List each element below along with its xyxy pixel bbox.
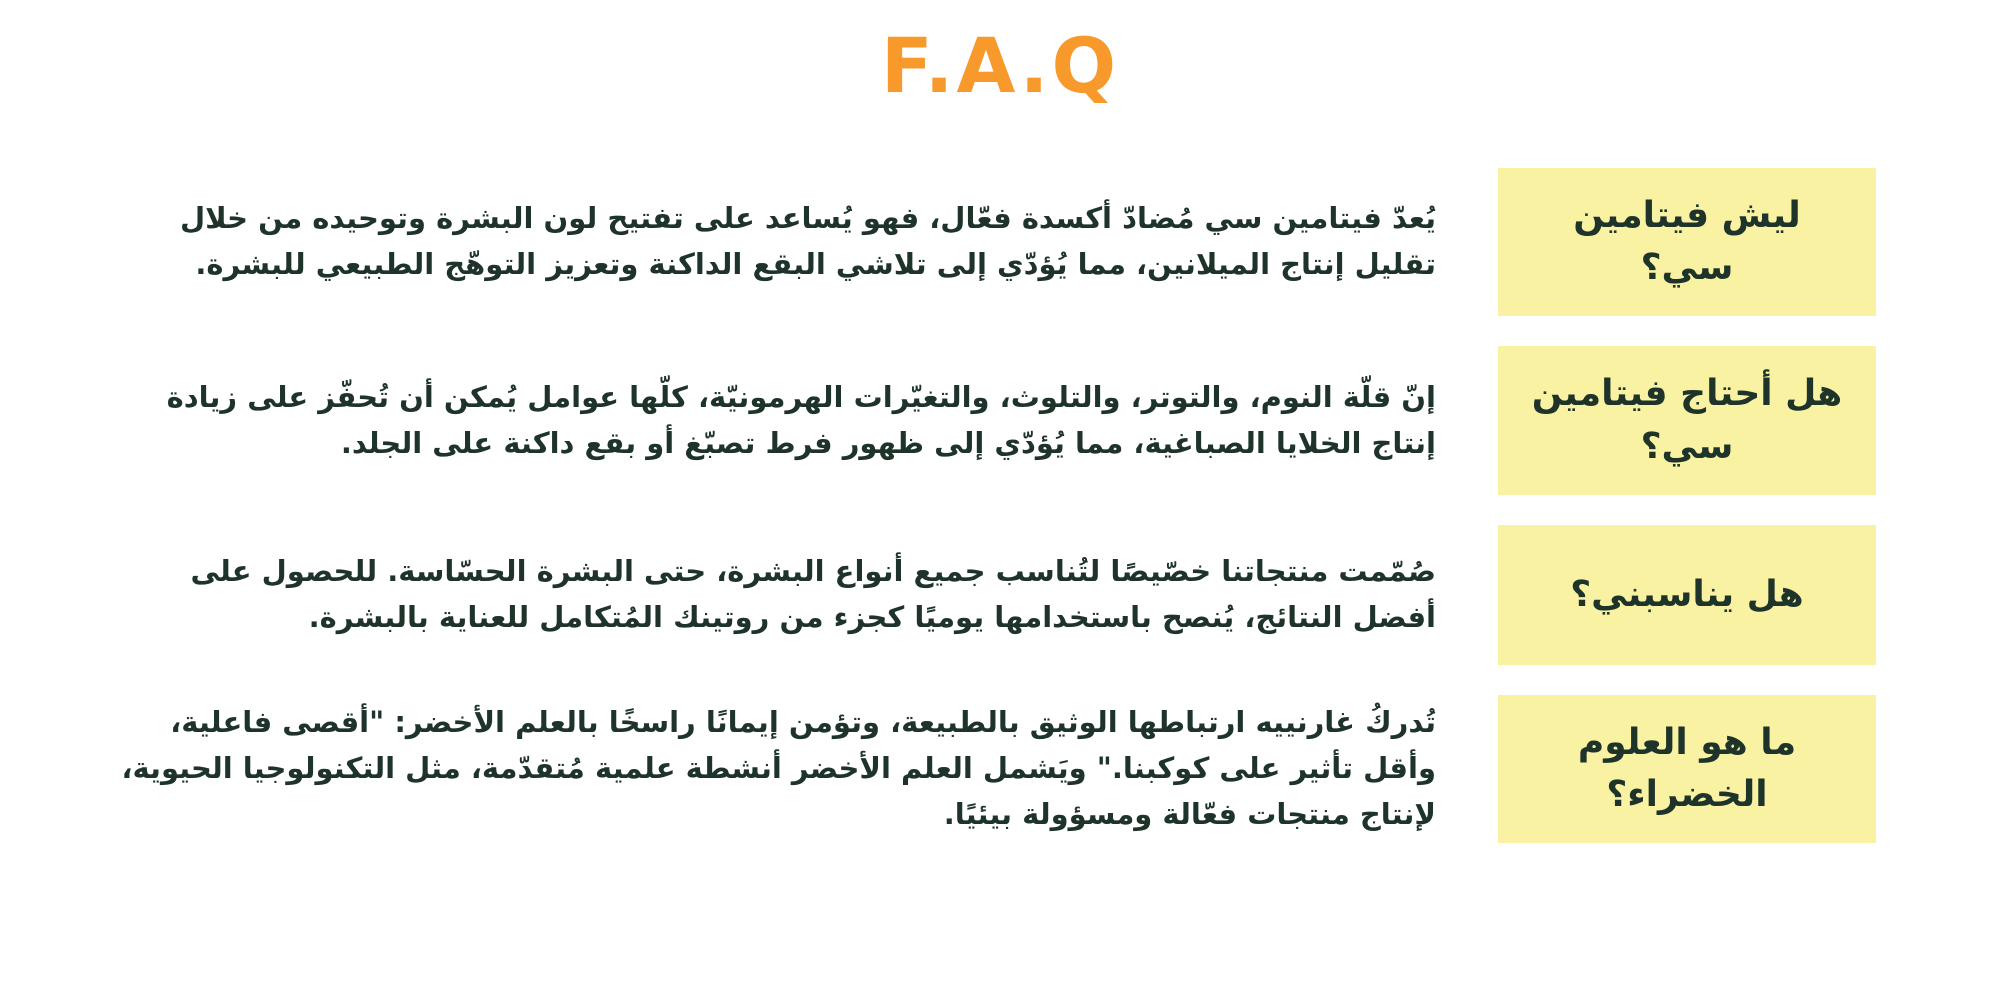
faq-answer-text: تُدركُ غارنييه ارتباطها الوثيق بالطبيعة، وتؤمن إيمانًا راسخًا بالعلم الأخضر: "أقصى فاعلية، وأقل تأثير على كوكبنا." ويَشمل العلم الأخضر أنشطة علمية مُتقدّمة، مثل التكنولوجيا الحيوية، لإنتاج منتجات فعّالة ومسؤولة بيئيًا. xyxy=(121,705,1436,831)
faq-item-do-i-need-vitamin-c xyxy=(100,346,1876,494)
faq-question-label: ما هو العلوم الخضراء؟ xyxy=(1577,721,1797,815)
faq-question-label: هل أحتاج فيتامين سي؟ xyxy=(1531,373,1843,467)
faq-list xyxy=(100,168,1876,873)
faq-question-box xyxy=(1498,525,1876,665)
faq-answer-area xyxy=(100,346,1436,494)
faq-question-box xyxy=(1498,695,1876,843)
faq-question-label: ليش فيتامين سي؟ xyxy=(1573,195,1801,289)
faq-answer-area xyxy=(100,695,1436,843)
faq-item-why-vitamin-c xyxy=(100,168,1876,316)
faq-answer-area xyxy=(100,168,1436,316)
faq-question-box xyxy=(1498,346,1876,494)
faq-answer-text: يُعدّ فيتامين سي مُضادّ أكسدة فعّال، فهو يُساعد على تفتيح لون البشرة وتوحيده من خلال تقليل إنتاج الميلانين، مما يُؤدّي إلى تلاشي البقع الداكنة وتعزيز التوهّج الطبيعي للبشرة. xyxy=(179,201,1436,282)
faq-question-label: هل يناسبني؟ xyxy=(1570,573,1804,615)
faq-item-does-it-suit-me xyxy=(100,525,1876,665)
faq-answer-area xyxy=(100,525,1436,665)
faq-answer-text: صُمّمت منتجاتنا خصّيصًا لتُناسب جميع أنواع البشرة، حتى البشرة الحسّاسة. للحصول على أفضل النتائج، يُنصح باستخدامها يوميًا كجزء من روتينك المُتكامل للعناية بالبشرة. xyxy=(190,553,1436,634)
page-title: F.A.Q xyxy=(880,21,1120,110)
faq-item-what-is-green-science xyxy=(100,695,1876,843)
faq-answer-text: إنّ قلّة النوم، والتوتر، والتلوث، والتغيّرات الهرمونيّة، كلّها عوامل يُمكن أن تُحفّز على زيادة إنتاج الخلايا الصباغية، مما يُؤدّي إلى ظهور فرط تصبّغ أو بقع داكنة على الجلد. xyxy=(166,379,1436,460)
faq-question-box xyxy=(1498,168,1876,316)
